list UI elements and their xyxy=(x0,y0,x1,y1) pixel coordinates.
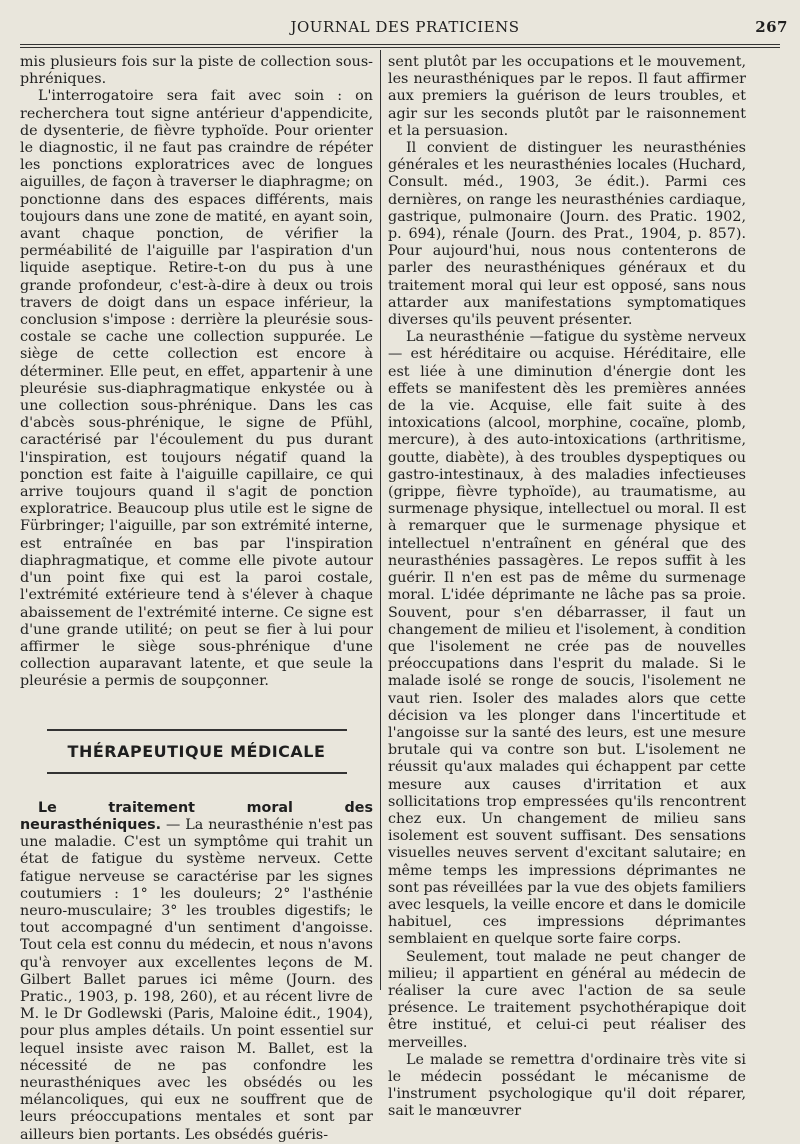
right-column xyxy=(388,54,746,1121)
page-number: 267 xyxy=(755,18,788,36)
article-text: La neurasthénie n'est pas une maladie. C'est un symptôme qui trahit un état de fatigue du système nerveux. Cette fatigue nerveuse se caractérise par les signes coutumiers : 1° les douleurs; 2° l'asthénie neuro-musculaire; 3° les troubles digestifs; le tout accompagné d'un sentiment d'angoisse. Tout cela est connu du médecin, et nous n'avons qu'à renvoyer aux excellentes leçons de M. Gilbert Ballet parues ici même (Journ. des Pratic., 1903, p. 198, 260), et au récent livre de M. le Dr Godlewski (Paris, Maloine édit., 1904), pour plus amples détails. Un point essentiel sur lequel insiste avec raison M. Ballet, est la nécessité de ne pas confondre les neurasthéniques avec les obsédés ou les mélancoliques, qui eux ne souffrent que de leurs préoccupations mentales et sont par ailleurs bien portants. Les obsédés guéris- xyxy=(20,816,373,1143)
paragraph: Le malade se remettra d'ordinaire très vite si le médecin possédant le mécanisme de l'instrument psychologique qu'il doit réparer, sait le manœuvrer xyxy=(388,1051,746,1120)
paragraph: La neurasthénie —fatigue du système nerveux — est héréditaire ou acquise. Héréditaire, elle est liée à une diminution d'énergie dont les effets se manifestent dès les premières années de la vie. Acquise, elle fait suite à des intoxications (alcool, morphine, cocaïne, plomb, mercure), à des auto-intoxications (arthritisme, goutte, diabète), à des troubles dyspeptiques ou gastro-intestinaux, à des maladies infectieuses (grippe, fièvre typhoïde), au traumatisme, au surmenage physique, intellectuel ou moral. Il est à remarquer que le surmenage physique et intellectuel n'entraînent en général que des neurasthénies passagères. Le repos suffit à les guérir. Il n'en est pas de même du surmenage moral. L'idée déprimante ne lâche pas sa proie. Souvent, pour s'en débarrasser, il faut un changement de milieu et l'isolement, à condition que l'isolement ne crée pas de nouvelles préoccupations dans l'esprit du malade. Si le malade isolé se ronge de soucis, l'isolement ne vaut rien. Isoler des malades alors que cette décision va les plonger dans l'incertitude et l'angoisse sur la santé des leurs, est une mesure brutale qui va contre son but. L'isolement ne réussit qu'aux malades qui échappent par cette mesure aux causes d'irritation et aux sollicitations trop empressées qu'ils rencontrent chez eux. Un changement de milieu sans isolement est souvent suffisant. Des sensations visuelles neuves servent d'excitant salutaire; en même temps les impressions déprimantes ne sont pas réveillées par la vue des objets familiers avec lesquels, la veille encore et dans le domicile habituel, ces impressions déprimantes semblaient en quelque sorte faire corps. xyxy=(388,329,746,948)
paragraph: mis plusieurs fois sur la piste de collection sous-phréniques. xyxy=(20,54,373,88)
column-separator xyxy=(380,50,381,990)
section-rule xyxy=(47,729,347,731)
journal-title: JOURNAL DES PRATICIENS xyxy=(290,18,520,36)
paragraph: Il convient de distinguer les neurasthénies générales et les neurasthénies locales (Huchard, Consult. méd., 1903, 3e édit.). Parmi ces dernières, on range les neurasthénies cardiaque, gastrique, pulmonaire (Journ. des Pratic. 1902, p. 694), rénale (Journ. des Prat., 1904, p. 857). Pour aujourd'hui, nous nous contenterons de parler des neurasthéniques généraux et du traitement moral qui leur est opposé, sans nous attarder aux manifestations symptomatiques diverses qu'ils peuvent présenter. xyxy=(388,140,746,329)
paragraph: sent plutôt par les occupations et le mouvement, les neurasthéniques par le repos. Il faut affirmer aux premiers la guérison de leurs troubles, et agir sur les seconds plutôt par le raisonnement et la persuasion. xyxy=(388,54,746,139)
article-title: Le traitement moral des neurasthéniques. xyxy=(20,799,373,833)
left-column xyxy=(20,54,373,1144)
running-header xyxy=(20,16,790,40)
article-paragraph: Le traitement moral des neurasthéniques. — La neurasthénie n'est pas une maladie. C'est un symptôme qui trahit un état de fatigue du système nerveux. Cette fatigue nerveuse se caractérise par les signes coutumiers : 1° les douleurs; 2° l'asthénie neuro-musculaire; 3° les troubles digestifs; le tout accompagné d'un sentiment d'angoisse. Tout cela est connu du médecin, et nous n'avons qu'à renvoyer aux excellentes leçons de M. Gilbert Ballet parues ici même (Journ. des Pratic., 1903, p. 198, 260), et au récent livre de M. le Dr Godlewski (Paris, Maloine édit., 1904), pour plus amples détails. Un point essentiel sur lequel insiste avec raison M. Ballet, est la nécessité de ne pas confondre les neurasthéniques avec les obsédés ou les mélancoliques, qui eux ne souffrent que de leurs préoccupations mentales et sont par ailleurs bien portants. Les obsédés guéris- xyxy=(20,799,373,1143)
paragraph: L'interrogatoire sera fait avec soin : on recherchera tout signe antérieur d'appendicite, de dysenterie, de fièvre typhoïde. Pour orienter le diagnostic, il ne faut pas craindre de répéter les ponctions exploratrices avec de longues aiguilles, de façon à traverser le diaphragme; on ponctionne dans des espaces différents, mais toujours dans une zone de matité, en ayant soin, avant chaque ponction, de vérifier la perméabilité de l'aiguille par l'aspiration d'un liquide aseptique. Retire-t-on du pus à une grande profondeur, c'est-à-dire à deux ou trois travers de doigt dans un espace inférieur, la conclusion s'impose : derrière la pleurésie sous-costale se cache une collection suppurée. Le siège de cette collection est encore à déterminer. Elle peut, en effet, appartenir à une pleurésie sus-diaphragmatique enkystée ou à une collection sous-phrénique. Dans les cas d'abcès sous-phrénique, le signe de Pfühl, caractérisé par l'écoulement du pus durant l'inspiration, est toujours négatif quand la ponction est faite à l'aiguille capillaire, ce qui arrive toujours quand il s'agit de ponction exploratrice. Beaucoup plus utile est le signe de Fürbringer; l'aiguille, par son extrémité interne, est entraînée en bas par l'inspiration diaphragmatique, et comme elle pivote autour d'un point fixe qui est la paroi costale, l'extrémité extérieure tend à s'élever à chaque abaissement de l'extrémité interne. Ce signe est d'une grande utilité; on peut se fier à lui pour affirmer le siège sous-phrénique d'une collection auparavant latente, et que seule la pleurésie a permis de soupçonner. xyxy=(20,88,374,690)
header-rule xyxy=(20,44,780,45)
section-heading xyxy=(20,729,373,774)
header-rule-double xyxy=(20,47,780,48)
section-title: THÉRAPEUTIQUE MÉDICALE xyxy=(67,741,326,761)
section-rule xyxy=(47,772,347,774)
paragraph: Seulement, tout malade ne peut changer de milieu; il appartient en général au médecin de réaliser la cure avec l'action de sa seule présence. Le traitement psychothérapique doit être institué, et celui-ci peut réaliser des merveilles. xyxy=(388,948,746,1051)
